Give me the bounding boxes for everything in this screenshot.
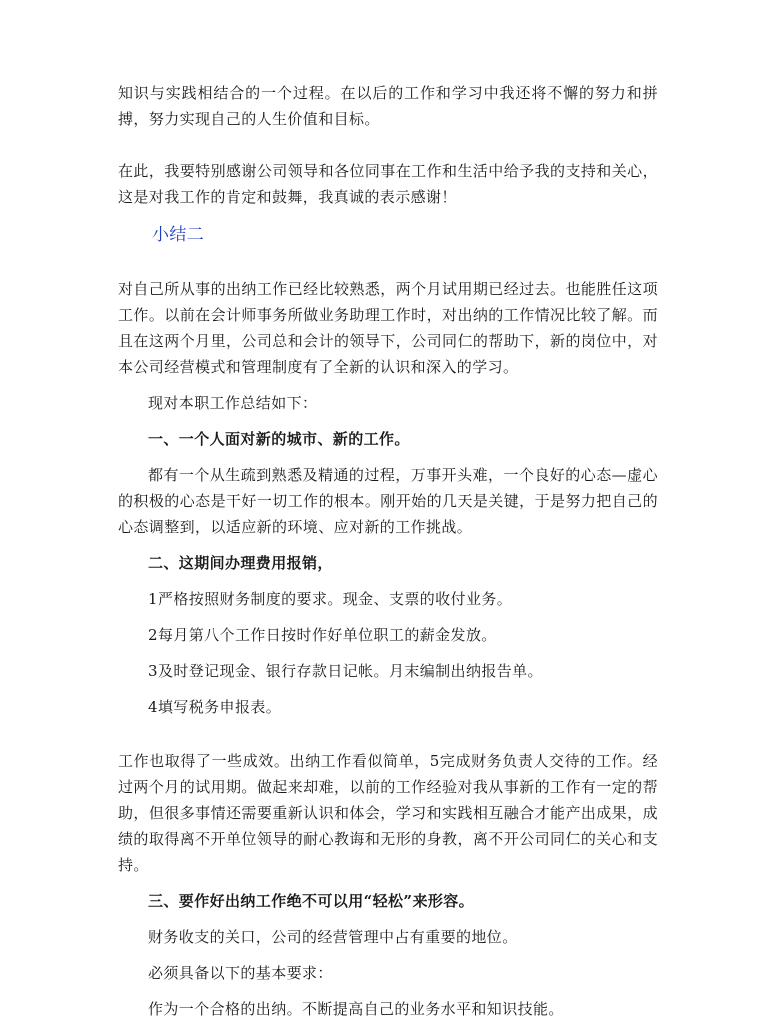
paragraph-summary-lead: 现对本职工作总结如下： — [148, 394, 318, 412]
document-page — [118, 80, 658, 1022]
paragraph-attitude: 都有一个从生疏到熟悉及精通的过程，万事开头难，一个良好的心态—虚心的积极的心态是干好一切工作的根本。刚开始的几天是关键，于是努力把自己的心态调整到，以适应新的环境、应对新的工作挑战。 — [118, 466, 658, 536]
paragraph-intro: 对自己所从事的出纳工作已经比较熟悉，两个月试用期已经过去。也能胜任这项工作。以前在会计师事务所做业务助理工作时，对出纳的工作情况比较了解。而且在这两个月里，公司总和会计的领导下，公司同仁的帮助下，新的岗位中，对本公司经营模式和管理制度有了全新的认识和深入的学习。 — [118, 280, 658, 376]
subheading-one: 一、一个人面对新的城市、新的工作。 — [148, 430, 410, 448]
subheading-two: 二、这期间办理费用报销， — [148, 554, 333, 572]
paragraph-requirements: 必须具备以下的基本要求： — [148, 964, 333, 982]
list-item-3: 3及时登记现金、银行存款日记帐。月末编制出纳报告单。 — [148, 662, 543, 680]
paragraph-finance-gate: 财务收支的关口，公司的经营管理中占有重要的地位。 — [148, 928, 518, 946]
paragraph-thanks: 在此，我要特别感谢公司领导和各位同事在工作和生活中给予我的支持和关心，这是对我工作的肯定和鼓舞，我真诚的表示感谢！ — [118, 162, 658, 206]
section-heading-summary-two: 小结二 — [152, 225, 205, 245]
paragraph-results: 工作也取得了一些成效。出纳工作看似简单，5完成财务负责人交待的工作。经过两个月的试用期。做起来却难，以前的工作经验对我从事新的工作有一定的帮助，但很多事情还需要重新认识和体会，学习和实践相互融合才能产出成果，成绩的取得离不开单位领导的耐心教诲和无形的身教，离不开公司同仁的关心和支持。 — [118, 752, 658, 874]
list-item-4: 4填写税务申报表。 — [148, 698, 282, 716]
list-item-1: 1严格按照财务制度的要求。现金、支票的收付业务。 — [148, 590, 513, 608]
paragraph-qualified-cashier: 作为一个合格的出纳。不断提高自己的业务水平和知识技能。 — [148, 1000, 564, 1018]
subheading-three: 三、要作好出纳工作绝不可以用“轻松”来形容。 — [148, 892, 475, 910]
paragraph-closing-1: 知识与实践相结合的一个过程。在以后的工作和学习中我还将不懈的努力和拼搏，努力实现自己的人生价值和目标。 — [118, 84, 658, 128]
list-item-2: 2每月第八个工作日按时作好单位职工的薪金发放。 — [148, 626, 497, 644]
